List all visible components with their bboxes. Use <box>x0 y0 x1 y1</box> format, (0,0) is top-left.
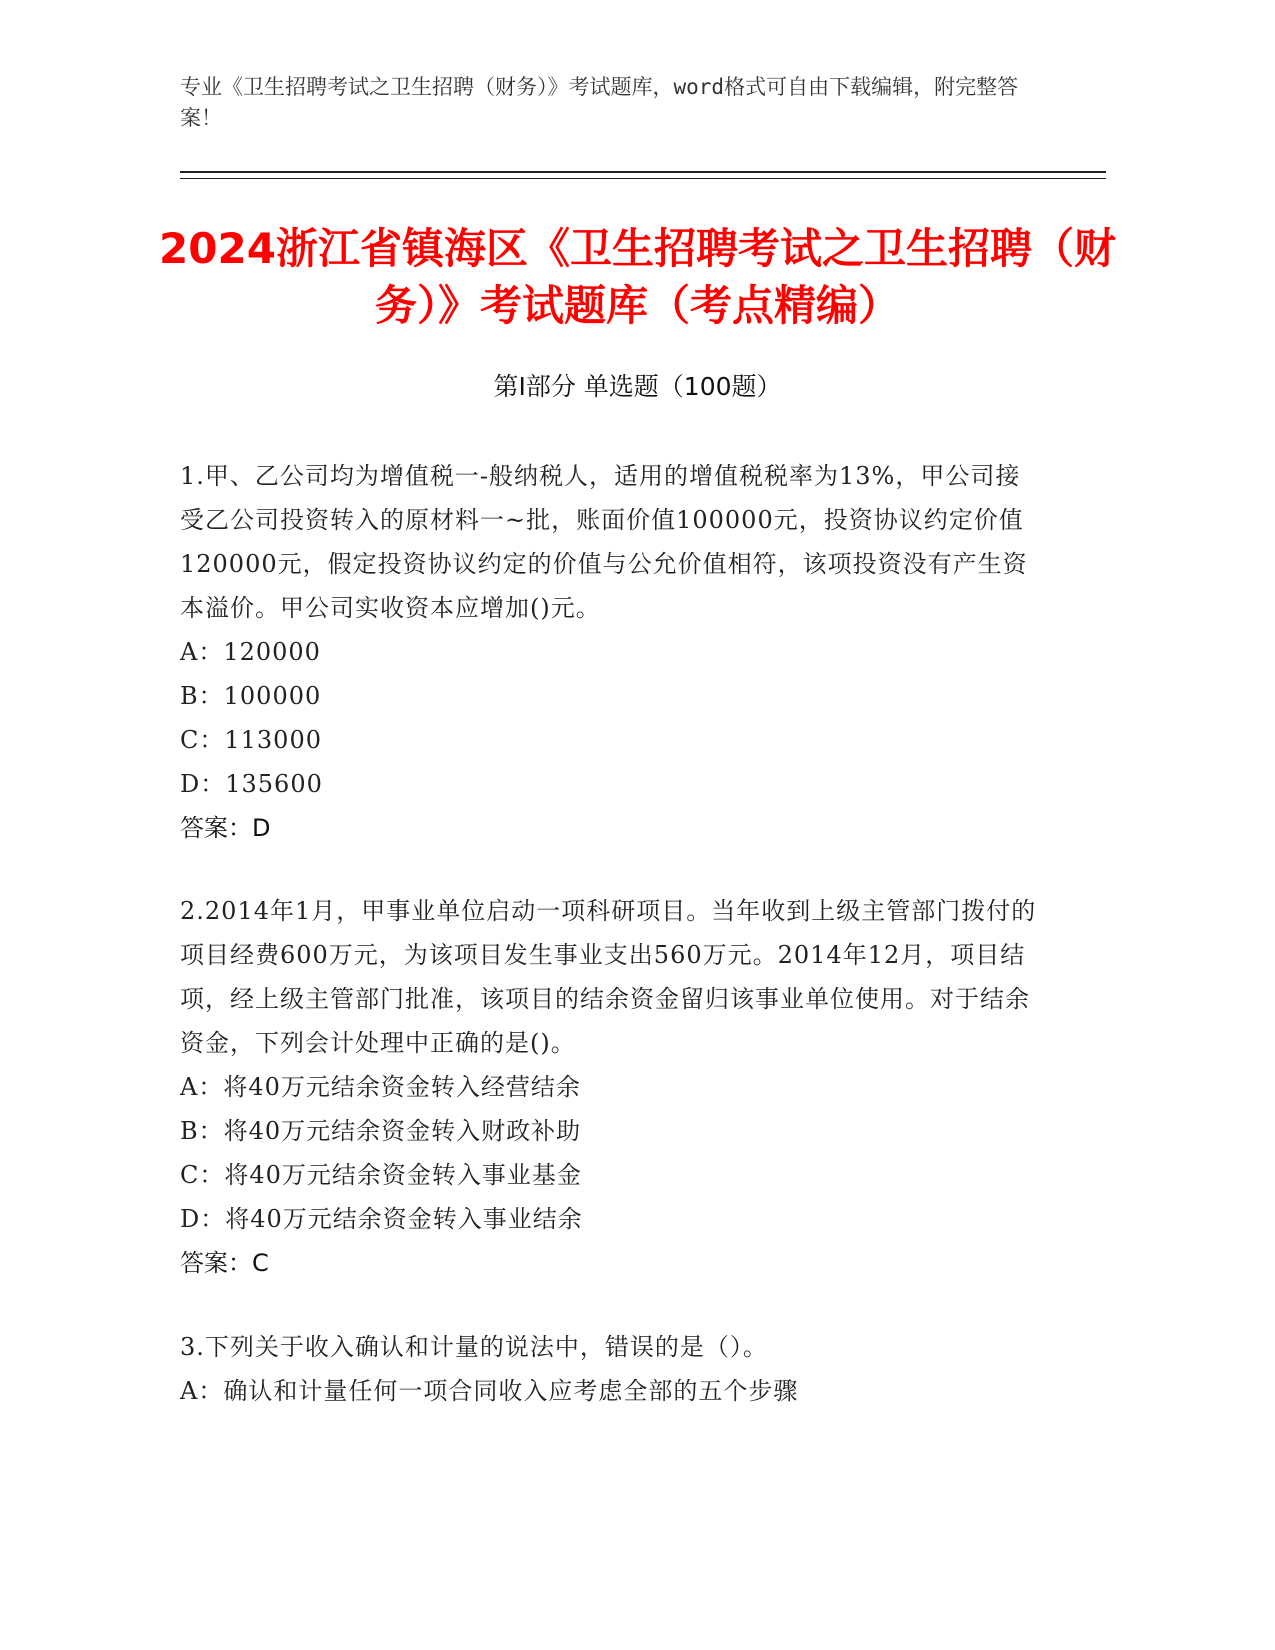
document-title: 2024浙江省镇海区《卫生招聘考试之卫生招聘（财务）》考试题库（考点精编） <box>159 224 1116 330</box>
section-heading: 第I部分 单选题（100题） <box>493 372 782 401</box>
option-d: D：135600 <box>180 770 323 798</box>
option-b: B：将40万元结余资金转入财政补助 <box>180 1117 582 1145</box>
question-2 <box>180 889 1040 1285</box>
option-a: A：120000 <box>180 638 321 666</box>
option-a: A：确认和计量任何一项合同收入应考虑全部的五个步骤 <box>180 1377 799 1405</box>
answer: 答案：D <box>180 814 271 842</box>
answer: 答案：C <box>180 1249 269 1277</box>
header-note: 专业《卫生招聘考试之卫生招聘（财务）》考试题库，word格式可自由下载编辑，附完整答案！ <box>180 75 1019 130</box>
option-a: A：将40万元结余资金转入经营结余 <box>180 1073 581 1101</box>
question-stem: 1.甲、乙公司均为增值税一-般纳税人，适用的增值税税率为13%，甲公司接受乙公司投资转入的原材料一~批，账面价值100000元，投资协议约定价值120000元，假定投资协议约定的价值与公允价值相符，该项投资没有产生资本溢价。甲公司实收资本应增加()元。 <box>180 462 1028 622</box>
option-c: C：将40万元结余资金转入事业基金 <box>180 1161 582 1189</box>
option-d: D：将40万元结余资金转入事业结余 <box>180 1205 583 1233</box>
question-1 <box>180 454 1040 850</box>
option-b: B：100000 <box>180 682 322 710</box>
question-stem: 3.下列关于收入确认和计量的说法中，错误的是（）。 <box>180 1333 768 1361</box>
option-c: C：113000 <box>180 726 322 754</box>
question-stem: 2.2014年1月，甲事业单位启动一项科研项目。当年收到上级主管部门拨付的项目经费600万元，为该项目发生事业支出560万元。2014年12月，项目结项，经上级主管部门批准，该项目的结余资金留归该事业单位使用。对于结余资金，下列会计处理中正确的是()。 <box>180 897 1037 1057</box>
header-rule-thick <box>180 171 1106 173</box>
question-3 <box>180 1325 1040 1413</box>
header-rule-thin <box>180 178 1106 179</box>
